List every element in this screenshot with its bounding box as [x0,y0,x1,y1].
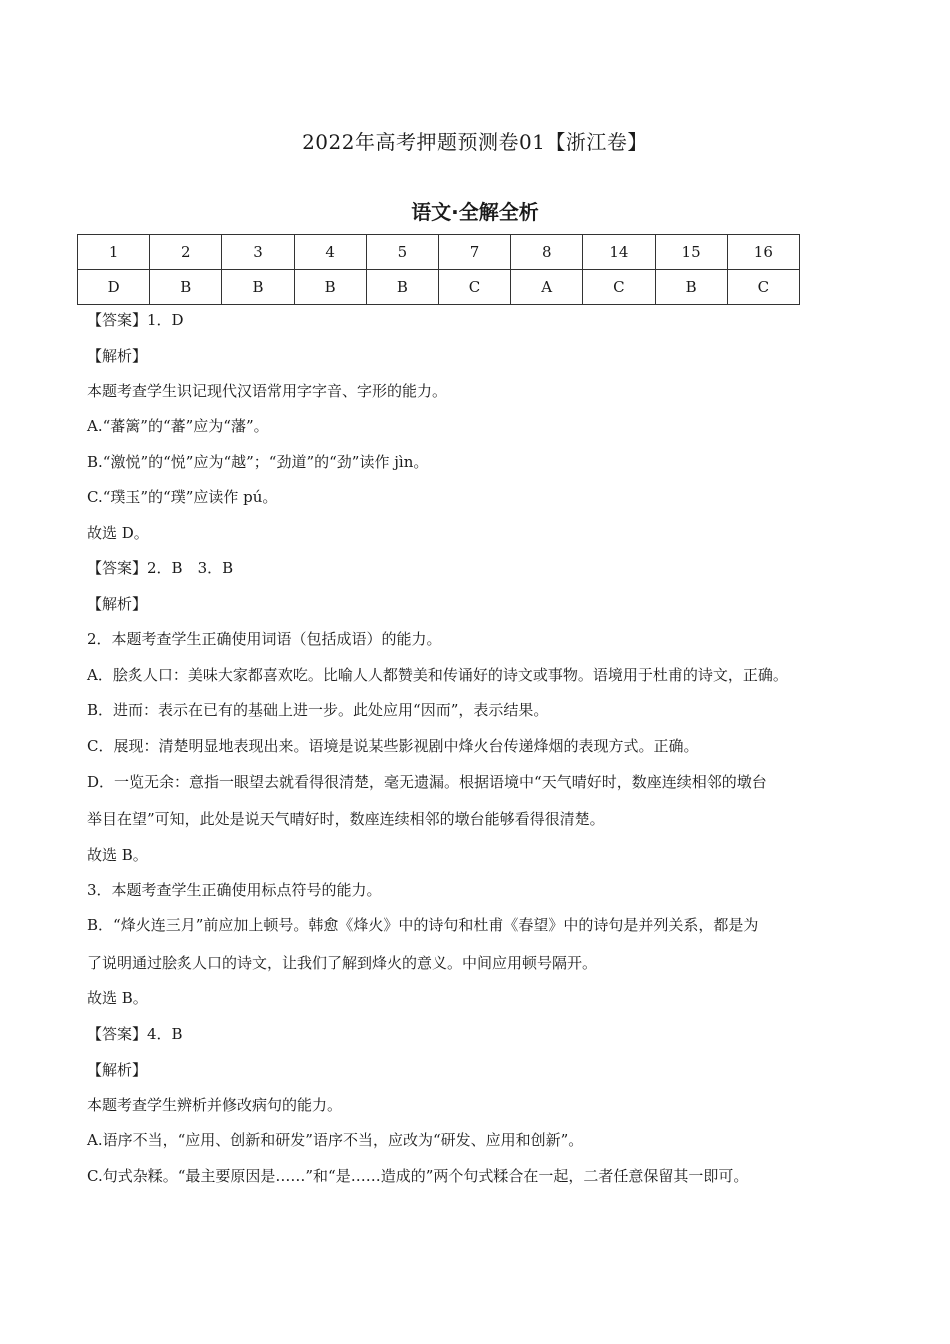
question-number-cell: 8 [511,235,583,270]
body-paragraph: A.“蕃篱”的“蕃”应为“藩”。 [87,417,269,435]
body-paragraph: 3．本题考查学生正确使用标点符号的能力。 [87,881,382,899]
question-number-cell: 3 [222,235,294,270]
question-number-row [78,235,800,270]
answer-cell: C [727,270,799,305]
body-paragraph: A.语序不当，“应用、创新和研发”语序不当，应改为“研发、应用和创新”。 [87,1131,584,1149]
body-paragraph: A．脍炙人口：美味大家都喜欢吃。比喻人人都赞美和传诵好的诗文或事物。语境用于杜甫的诗文，正确。 [87,666,788,684]
body-paragraph: 故选 B。 [87,846,148,864]
body-paragraph: D．一览无余：意指一眼望去就看得很清楚，毫无遗漏。根据语境中“天气晴好时，数座连续相邻的墩台 [87,773,767,791]
question-number-cell: 14 [583,235,655,270]
question-number-cell: 16 [727,235,799,270]
document-title: 2022年高考押题预测卷01【浙江卷】 [302,130,648,154]
answer-heading: 【答案】1．D [87,311,184,329]
answer-cell: C [438,270,510,305]
analysis-heading: 【解析】 [87,1061,148,1079]
answer-cell: B [655,270,727,305]
answer-cell: C [583,270,655,305]
answer-cell: D [78,270,150,305]
answer-heading: 【答案】2．B 3．B [87,559,234,577]
body-paragraph: 故选 B。 [87,989,148,1007]
body-paragraph: C.“璞玉”的“璞”应读作 pú。 [87,488,278,506]
analysis-heading: 【解析】 [87,595,148,613]
body-paragraph: 了说明通过脍炙人口的诗文，让我们了解到烽火的意义。中间应用顿号隔开。 [87,954,598,972]
answer-cell: A [511,270,583,305]
question-number-cell: 7 [438,235,510,270]
answer-cell: B [366,270,438,305]
body-paragraph: B．进而：表示在已有的基础上进一步。此处应用“因而”，表示结果。 [87,701,549,719]
answer-cell: B [222,270,294,305]
question-number-cell: 4 [294,235,366,270]
answer-row [78,270,800,305]
body-paragraph: 2．本题考查学生正确使用词语（包括成语）的能力。 [87,630,442,648]
document-subtitle: 语文·全解全析 [411,200,539,224]
answer-heading: 【答案】4．B [87,1025,183,1043]
analysis-heading: 【解析】 [87,347,148,365]
body-paragraph: C．展现：清楚明显地表现出来。语境是说某些影视剧中烽火台传递烽烟的表现方式。正确。 [87,737,699,755]
answer-cell: B [150,270,222,305]
body-paragraph: 本题考查学生辨析并修改病句的能力。 [87,1096,343,1114]
body-paragraph: 本题考查学生识记现代汉语常用字字音、字形的能力。 [87,382,448,400]
body-paragraph: 故选 D。 [87,524,149,542]
question-number-cell: 15 [655,235,727,270]
body-paragraph: B.“激悦”的“悦”应为“越”；“劲道”的“劲”读作 jìn。 [87,453,429,471]
question-number-cell: 5 [366,235,438,270]
question-number-cell: 2 [150,235,222,270]
body-paragraph: B．“烽火连三月”前应加上顿号。韩愈《烽火》中的诗句和杜甫《春望》中的诗句是并列关系，都是为 [87,916,759,934]
body-paragraph: C.句式杂糅。“最主要原因是……”和“是……造成的”两个句式糅合在一起，二者任意保留其一即可。 [87,1167,749,1185]
answer-table [77,234,800,305]
body-paragraph: 举目在望”可知，此处是说天气晴好时，数座连续相邻的墩台能够看得很清楚。 [87,810,605,828]
answer-cell: B [294,270,366,305]
question-number-cell: 1 [78,235,150,270]
